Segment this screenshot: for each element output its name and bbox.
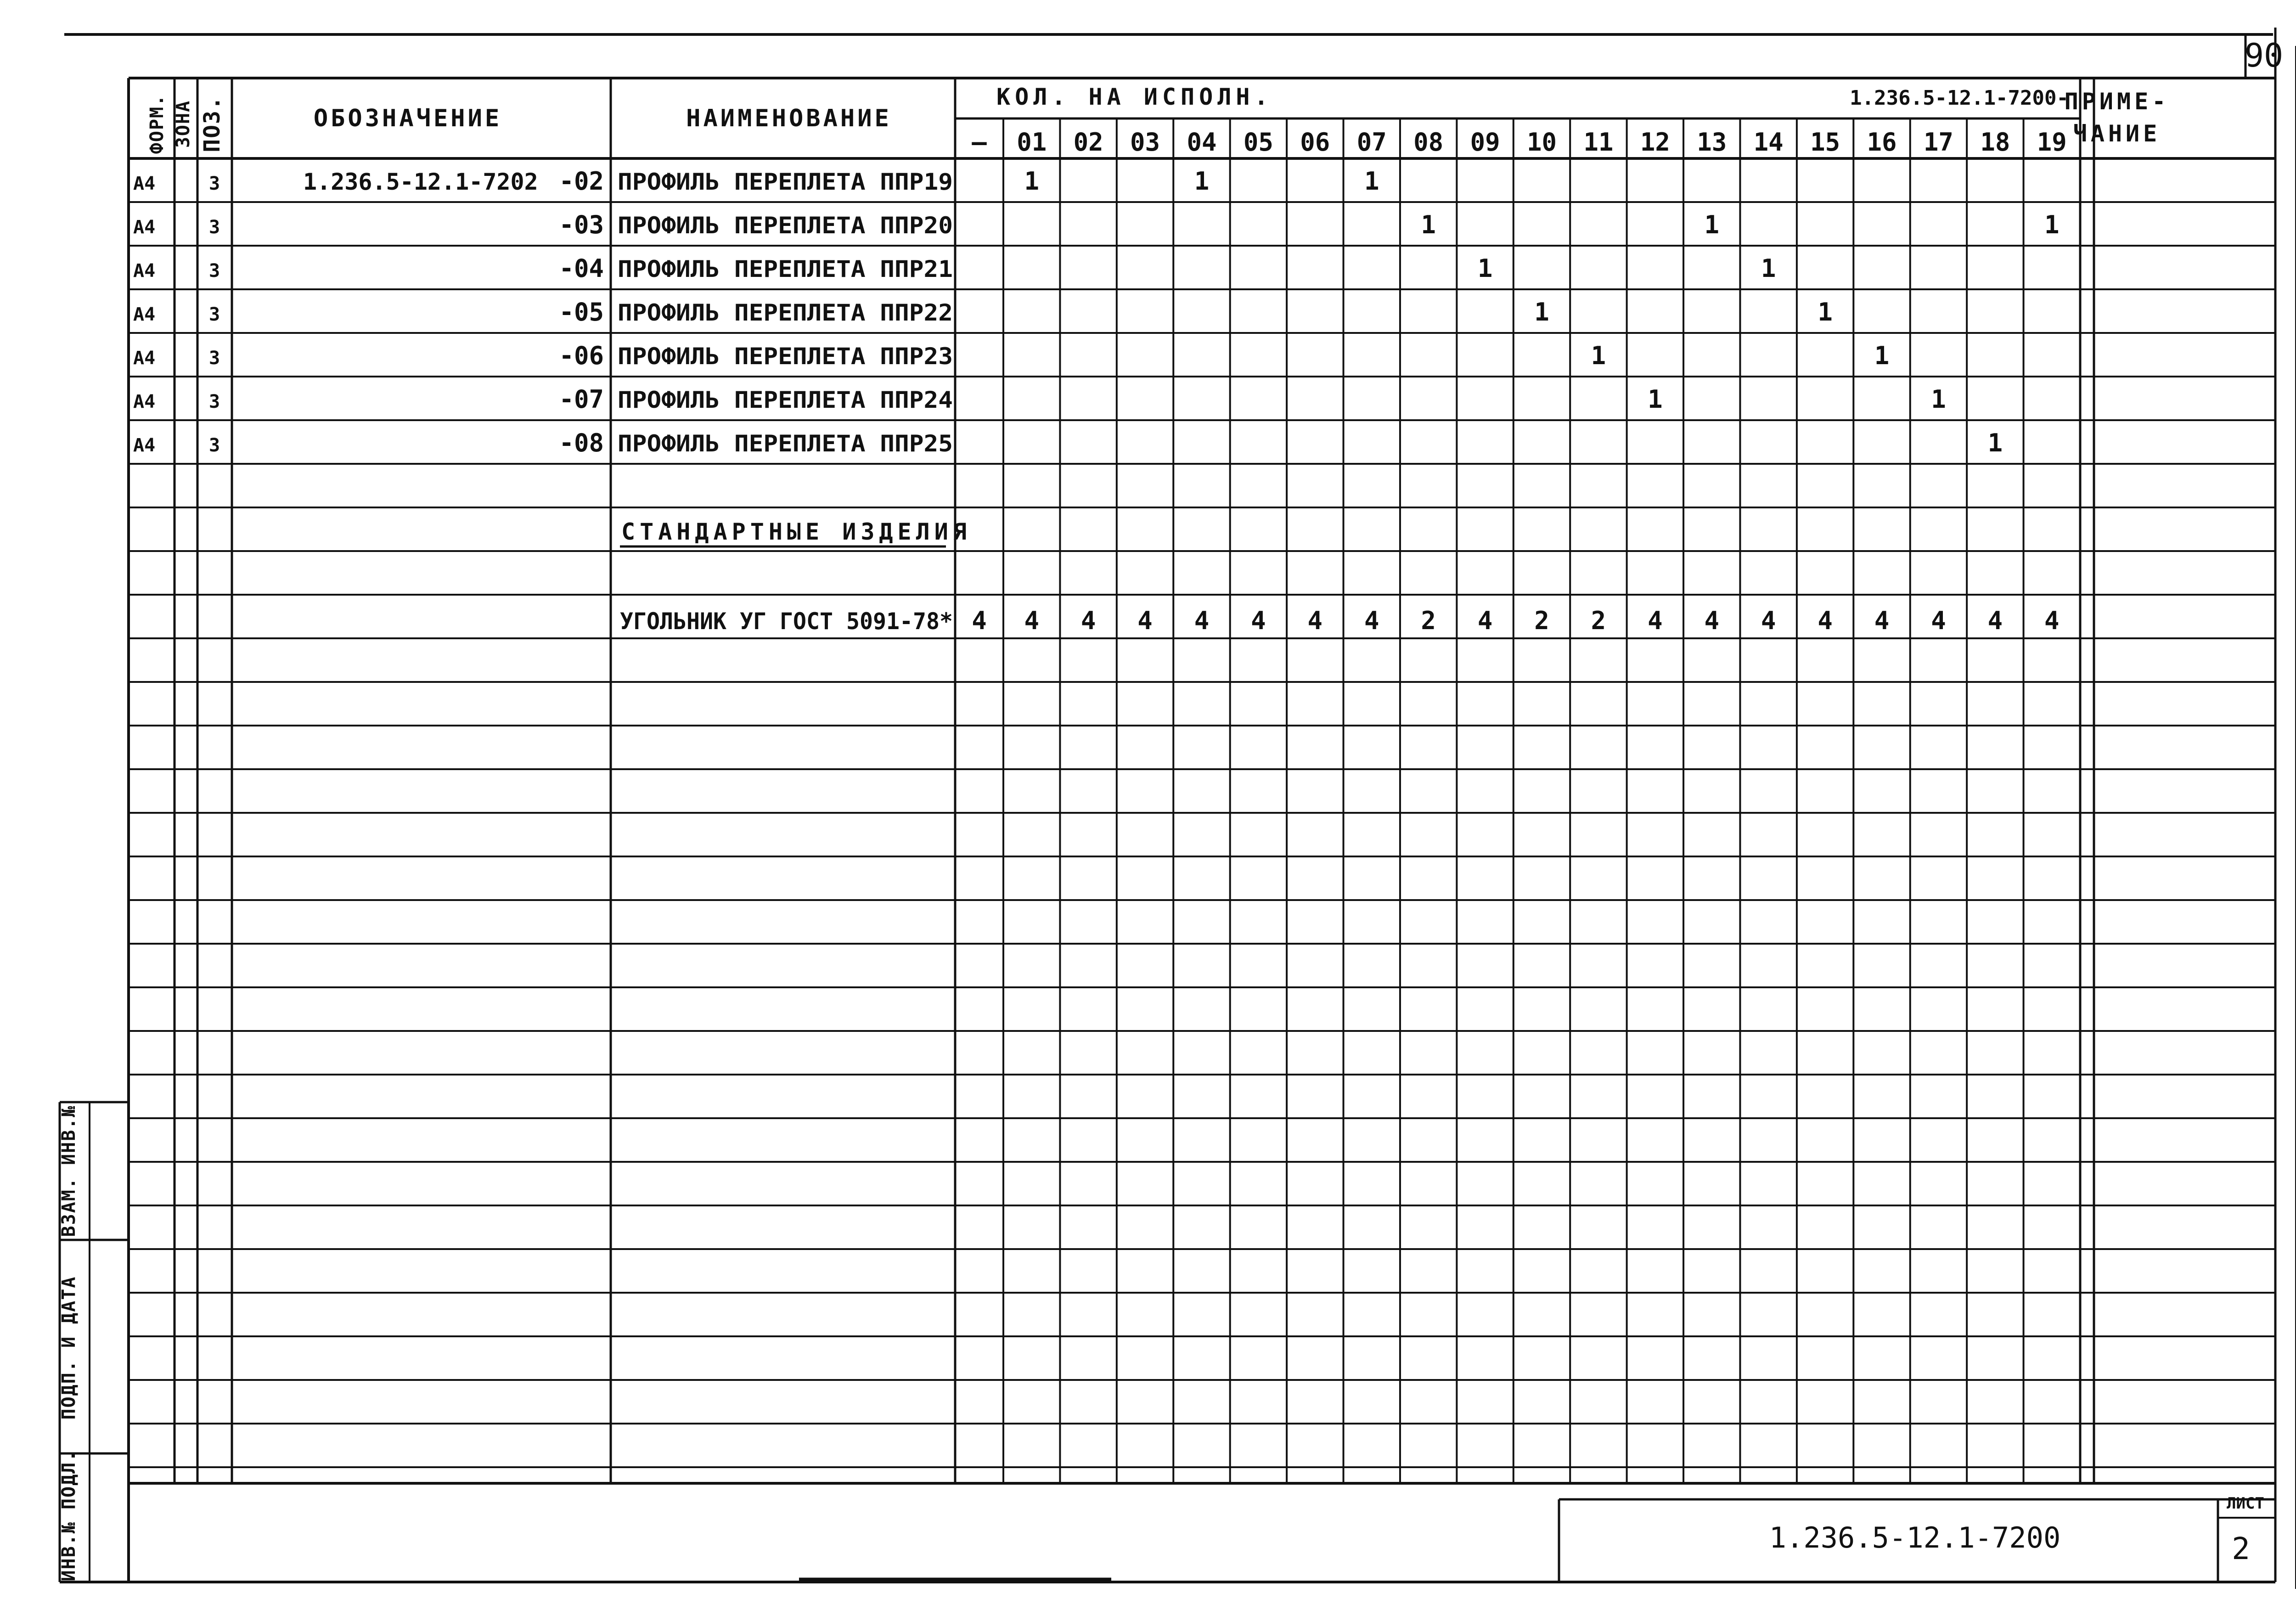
- row-position: 3: [208, 217, 220, 238]
- table-row: [133, 298, 1833, 327]
- row-name: ПРОФИЛЬ ПЕРЕПЛЕТА ППР23: [618, 343, 953, 370]
- title-block-sheet: 2: [2232, 1531, 2250, 1566]
- std-qty-cell: 4: [1024, 606, 1039, 635]
- row-format: А4: [133, 348, 156, 369]
- row-position: 3: [208, 435, 220, 456]
- note-header-line2: ЧАНИЕ: [2073, 120, 2161, 147]
- row-name: ПРОФИЛЬ ПЕРЕПЛЕТА ППР22: [618, 299, 953, 326]
- standard-item-name: УГОЛЬНИК УГ ГОСТ 5091-78*: [620, 608, 953, 635]
- row-format: А4: [133, 435, 156, 456]
- variant-header-4: 04: [1187, 128, 1217, 157]
- table-row: [133, 428, 2003, 457]
- variant-header-12: 12: [1640, 128, 1670, 157]
- table-row: [133, 167, 1379, 196]
- std-qty-cell: 4: [2044, 606, 2060, 635]
- std-qty-cell: 4: [1987, 606, 2003, 635]
- stamp-replace-inv: ВЗАМ. ИНВ.№: [58, 1105, 79, 1237]
- row-qty-cell: 1: [1874, 341, 1890, 370]
- variant-header-2: 02: [1073, 128, 1103, 157]
- format-header-label: ФОРМ.: [146, 94, 168, 154]
- title-block-code: 1.236.5-12.1-7200: [1769, 1521, 2061, 1554]
- stamp-sign-date: ПОДП. И ДАТА: [58, 1276, 79, 1420]
- table-row: [133, 385, 1946, 414]
- row-position: 3: [208, 348, 220, 369]
- std-qty-cell: 2: [1534, 606, 1549, 635]
- std-qty-cell: 4: [1761, 606, 1776, 635]
- row-designation: -02: [559, 167, 604, 196]
- row-position: 3: [208, 391, 220, 412]
- qty-code: 1.236.5-12.1-7200-: [1850, 86, 2069, 110]
- variant-header-19: 19: [2037, 128, 2067, 157]
- row-qty-cell: 1: [1987, 428, 2003, 457]
- side-stamp: [58, 1105, 79, 1582]
- row-qty-cell: 1: [1591, 341, 1606, 370]
- std-qty-cell: 2: [1421, 606, 1436, 635]
- variant-header-18: 18: [1980, 128, 2010, 157]
- row-format: А4: [133, 217, 156, 238]
- std-qty-cell: 4: [1251, 606, 1266, 635]
- row-designation: -07: [559, 385, 604, 414]
- standard-item-quantities: [972, 606, 2059, 635]
- row-qty-cell: 1: [1364, 167, 1379, 196]
- variant-header-6: 06: [1300, 128, 1330, 157]
- row-qty-cell: 1: [1534, 298, 1549, 327]
- std-qty-cell: 4: [1931, 606, 1946, 635]
- row-qty-cell: 1: [1648, 385, 1663, 414]
- row-designation: -04: [559, 254, 604, 283]
- row-qty-cell: 1: [1194, 167, 1210, 196]
- row-qty-cell: 1: [1477, 254, 1493, 283]
- stamp-inv-no-orig: ИНВ.№ ПОДЛ.: [58, 1449, 79, 1582]
- variant-header-0: –: [972, 128, 987, 157]
- format-header: [146, 94, 168, 154]
- zone-header-label: ЗОНА: [173, 100, 194, 148]
- variant-header-7: 07: [1356, 128, 1387, 157]
- variant-header-17: 17: [1923, 128, 1953, 157]
- row-position: 3: [208, 304, 220, 325]
- variant-header-9: 09: [1470, 128, 1500, 157]
- qty-title: КОЛ. НА ИСПОЛН.: [996, 84, 1273, 110]
- std-qty-cell: 4: [1874, 606, 1890, 635]
- row-qty-cell: 1: [1931, 385, 1946, 414]
- variant-header-10: 10: [1526, 128, 1557, 157]
- grid-lines: [60, 28, 2296, 1589]
- row-qty-cell: 1: [1761, 254, 1776, 283]
- row-designation-prefix: 1.236.5-12.1-7202: [303, 169, 538, 195]
- std-qty-cell: 4: [972, 606, 987, 635]
- row-format: А4: [133, 391, 156, 412]
- sheet-number: 90: [2244, 37, 2284, 74]
- std-qty-cell: 4: [1818, 606, 1833, 635]
- row-qty-cell: 1: [2044, 210, 2060, 239]
- row-name: ПРОФИЛЬ ПЕРЕПЛЕТА ППР21: [618, 256, 953, 282]
- spec-rows: [133, 167, 2060, 457]
- row-format: А4: [133, 304, 156, 325]
- section-title: СТАНДАРТНЫЕ ИЗДЕЛИЯ: [621, 518, 971, 545]
- row-format: А4: [133, 173, 156, 194]
- std-qty-cell: 2: [1591, 606, 1606, 635]
- row-designation: -05: [559, 298, 604, 327]
- std-qty-cell: 4: [1194, 606, 1210, 635]
- variant-header-3: 03: [1130, 128, 1160, 157]
- variant-header-15: 15: [1810, 128, 1840, 157]
- row-name: ПРОФИЛЬ ПЕРЕПЛЕТА ППР20: [618, 212, 953, 239]
- std-qty-cell: 4: [1364, 606, 1379, 635]
- table-row: [133, 210, 2060, 239]
- std-qty-cell: 4: [1307, 606, 1323, 635]
- row-qty-cell: 1: [1704, 210, 1720, 239]
- std-qty-cell: 4: [1137, 606, 1153, 635]
- variant-header-16: 16: [1867, 128, 1897, 157]
- row-format: А4: [133, 260, 156, 282]
- row-designation: -08: [559, 428, 604, 457]
- row-name: ПРОФИЛЬ ПЕРЕПЛЕТА ППР24: [618, 387, 953, 413]
- variant-header-5: 05: [1243, 128, 1273, 157]
- row-name: ПРОФИЛЬ ПЕРЕПЛЕТА ППР25: [618, 430, 953, 457]
- row-name: ПРОФИЛЬ ПЕРЕПЛЕТА ППР19: [618, 169, 953, 195]
- position-header-label: ПОЗ.: [199, 96, 225, 152]
- variant-headers: [972, 128, 2067, 157]
- zone-header: [173, 100, 194, 148]
- row-position: 3: [208, 173, 220, 194]
- variant-header-8: 08: [1413, 128, 1444, 157]
- row-position: 3: [208, 260, 220, 282]
- std-qty-cell: 4: [1648, 606, 1663, 635]
- variant-header-13: 13: [1697, 128, 1727, 157]
- row-qty-cell: 1: [1421, 210, 1436, 239]
- position-header: [199, 96, 225, 152]
- row-qty-cell: 1: [1024, 167, 1039, 196]
- title-block-sheet-label: ЛИСТ: [2227, 1494, 2264, 1513]
- name-header: НАИМЕНОВАНИЕ: [686, 105, 892, 132]
- variant-header-14: 14: [1753, 128, 1784, 157]
- variant-header-1: 01: [1017, 128, 1047, 157]
- variant-header-11: 11: [1583, 128, 1614, 157]
- row-designation: -03: [559, 210, 604, 239]
- std-qty-cell: 4: [1477, 606, 1493, 635]
- note-header-line1: ПРИМЕ-: [2064, 88, 2170, 115]
- row-qty-cell: 1: [1818, 298, 1833, 327]
- std-qty-cell: 4: [1704, 606, 1720, 635]
- row-designation: -06: [559, 341, 604, 370]
- std-qty-cell: 4: [1080, 606, 1096, 635]
- designation-header: ОБОЗНАЧЕНИЕ: [313, 105, 502, 132]
